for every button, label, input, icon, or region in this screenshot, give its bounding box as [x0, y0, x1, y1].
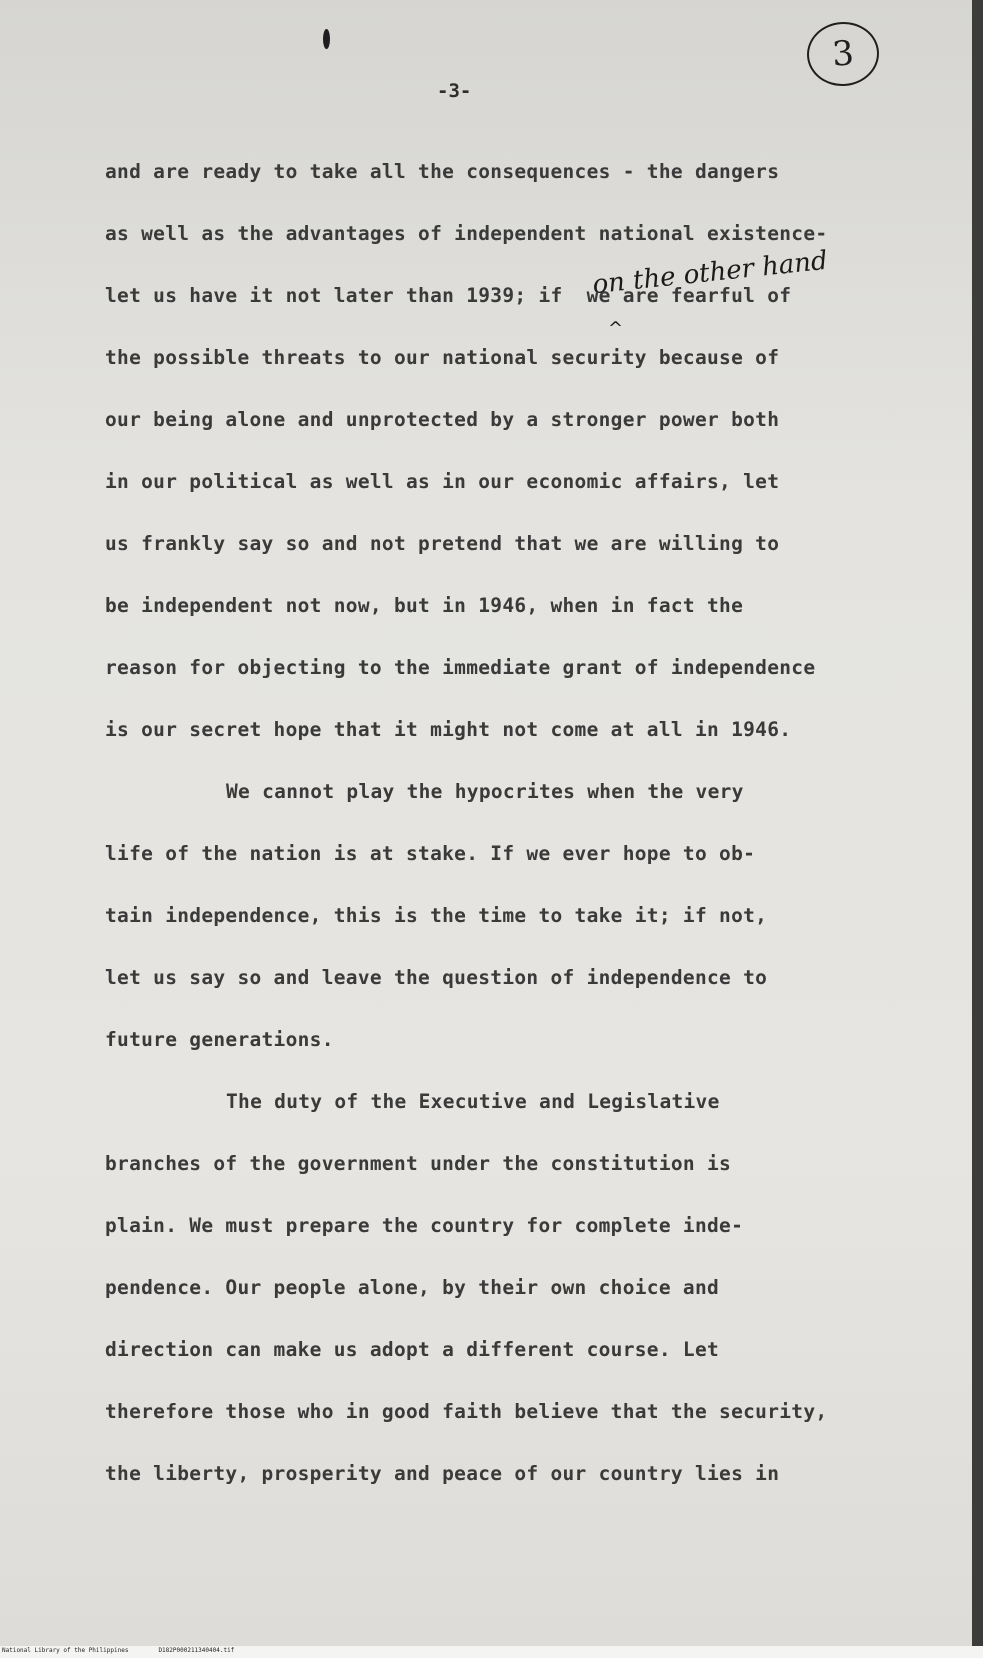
- footer-library: National Library of the Philippines: [2, 1647, 129, 1654]
- insertion-caret: ^: [608, 318, 624, 339]
- text-line: be independent not now, but in 1946, when in fact the: [105, 594, 744, 617]
- text-line: life of the nation is at stake. If we ever hope to ob-: [105, 842, 756, 865]
- paragraph-start-line: The duty of the Executive and Legislative: [226, 1090, 720, 1113]
- circled-page-number: 3: [805, 20, 881, 89]
- scan-edge: [972, 0, 983, 1646]
- text-line: us frankly say so and not pretend that we are willing to: [105, 532, 780, 555]
- text-line: plain. We must prepare the country for complete inde-: [105, 1214, 744, 1237]
- text-line: pendence. Our people alone, by their own choice and: [105, 1276, 720, 1299]
- handwritten-annotation: on the other hand: [591, 245, 829, 301]
- text-line: our being alone and unprotected by a stronger power both: [105, 408, 780, 431]
- text-line: the liberty, prosperity and peace of our country lies in: [105, 1462, 780, 1485]
- text-line: direction can make us adopt a different course. Let: [105, 1338, 720, 1361]
- text-line: reason for objecting to the immediate grant of independence: [105, 656, 816, 679]
- text-line: branches of the government under the constitution is: [105, 1152, 732, 1175]
- text-line: is our secret hope that it might not come at all in 1946.: [105, 718, 792, 741]
- text-line: tain independence, this is the time to take it; if not,: [105, 904, 768, 927]
- text-line: let us say so and leave the question of independence to: [105, 966, 768, 989]
- paragraph-start-line: We cannot play the hypocrites when the very: [226, 780, 744, 803]
- text-line: let us have it not later than 1939; if we are fearful of: [105, 284, 792, 307]
- page-marker: -3-: [437, 80, 472, 102]
- footer-file: D182P000211340404.tif: [158, 1647, 235, 1654]
- scan-footer: [2, 1647, 264, 1655]
- punch-hole-mark: [323, 29, 330, 49]
- text-line: the possible threats to our national security because of: [105, 346, 780, 369]
- text-line: therefore those who in good faith believe that the security,: [105, 1400, 828, 1423]
- text-line: in our political as well as in our economic affairs, let: [105, 470, 780, 493]
- text-line: future generations.: [105, 1028, 334, 1051]
- text-line: and are ready to take all the consequences - the dangers: [105, 160, 780, 183]
- text-line: as well as the advantages of independent national existence-: [105, 222, 828, 245]
